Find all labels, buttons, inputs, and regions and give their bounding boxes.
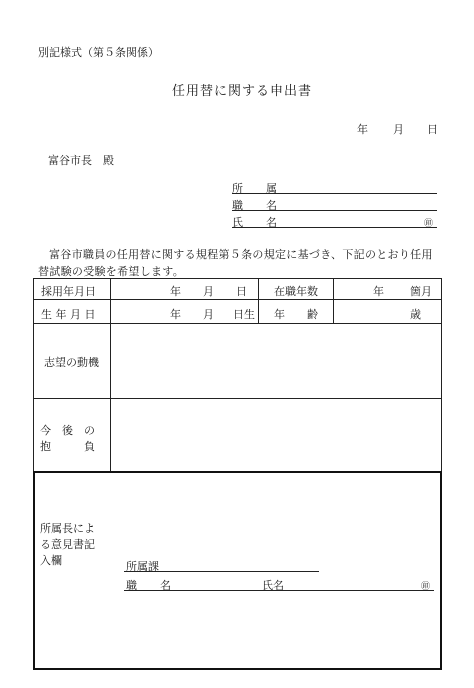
seal-mark: ㊞ [424, 219, 434, 229]
opinion-field[interactable] [111, 473, 439, 553]
form-reference: 別記様式（第５条関係） [38, 46, 159, 59]
birth-date-day[interactable]: 日生 [233, 308, 255, 321]
opinion-seal-mark: ㊞ [421, 582, 431, 592]
future-label-line2: 抱 負 [40, 440, 95, 453]
motivation-field[interactable] [111, 324, 441, 398]
position-line[interactable] [232, 210, 437, 211]
name-label: 氏 名 [232, 216, 283, 229]
tenure-year[interactable]: 年 [373, 285, 384, 298]
name-line[interactable] [232, 227, 437, 228]
opinion-section-line[interactable] [124, 571, 319, 572]
birth-date-label: 生 年 月 日 [41, 308, 96, 321]
hire-date-day[interactable]: 日 [236, 285, 247, 298]
opinion-label-line2: る意見書記 [40, 538, 95, 551]
future-field[interactable] [111, 399, 441, 471]
age-label: 年 齢 [274, 308, 318, 321]
tenure-label: 在職年数 [274, 285, 318, 298]
birth-date-year[interactable]: 年 [170, 308, 181, 321]
hire-date-month[interactable]: 月 [203, 285, 214, 298]
opinion-label-line1: 所属長によ [40, 522, 95, 535]
date-year: 年 [357, 123, 368, 136]
body-paragraph: 富谷市職員の任用替に関する規程第５条の規定に基づき、下記のとおり任用替試験の受験を希望します。 [38, 248, 433, 278]
date-month: 月 [393, 123, 404, 136]
addressee: 富谷市長 殿 [48, 154, 114, 167]
date-day: 日 [427, 123, 438, 136]
birth-date-month[interactable]: 月 [203, 308, 214, 321]
hire-date-label: 採用年月日 [41, 285, 96, 298]
opinion-signature-line[interactable] [124, 590, 434, 591]
affiliation-line[interactable] [232, 193, 437, 194]
hire-date-year[interactable]: 年 [170, 285, 181, 298]
position-label: 職 名 [232, 199, 283, 212]
tenure-months[interactable]: 箇月 [410, 285, 432, 298]
opinion-name-label: 氏名 [262, 579, 284, 592]
document-title: 任用替に関する申出書 [172, 84, 313, 99]
future-label-line1: 今 後 の [40, 424, 95, 437]
age-unit[interactable]: 歳 [410, 308, 421, 321]
opinion-section-label: 所属課 [126, 560, 159, 573]
opinion-label-line3: 入欄 [40, 554, 62, 567]
opinion-position-label: 職 名 [126, 579, 177, 592]
motivation-label: 志望の動機 [44, 356, 99, 369]
affiliation-label: 所 属 [232, 182, 283, 195]
